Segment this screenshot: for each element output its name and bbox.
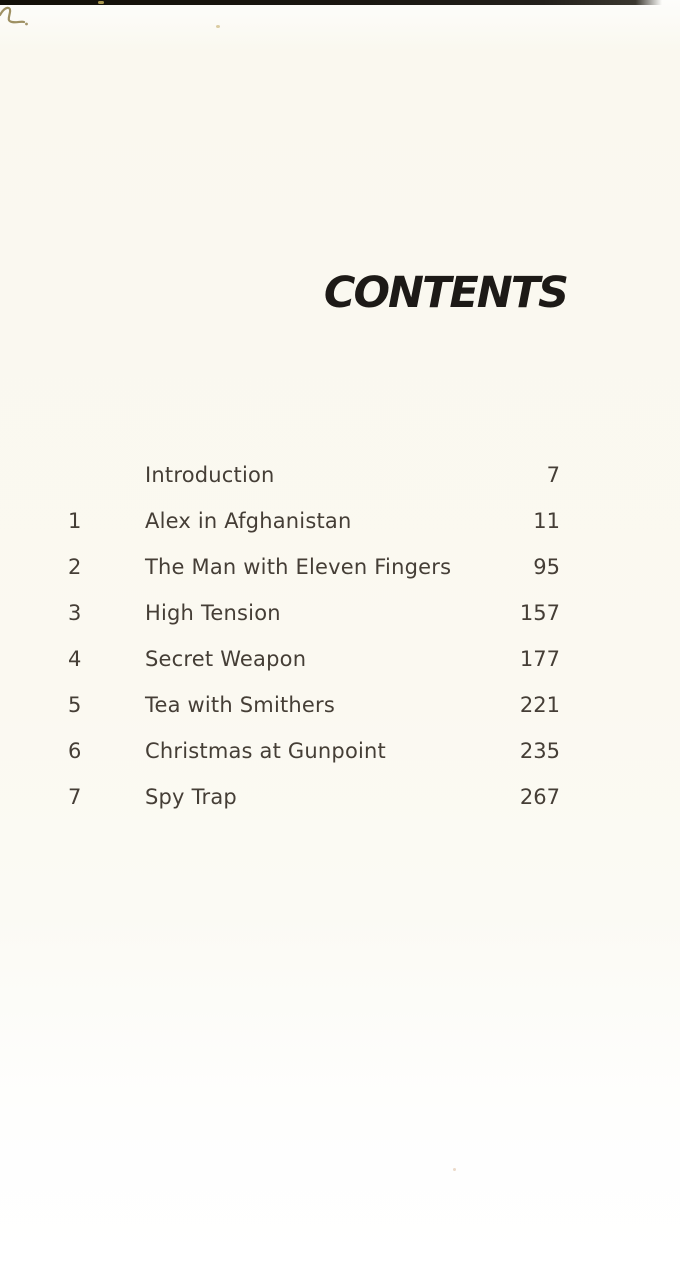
dust-speck [216, 25, 220, 28]
toc-row [68, 728, 560, 774]
toc-row [68, 774, 560, 820]
toc-row [68, 682, 560, 728]
chapter-number: 5 [68, 693, 82, 717]
chapter-page-number: 221 [519, 693, 560, 717]
chapter-number: 2 [68, 555, 82, 579]
chapter-title: Alex in Afghanistan [145, 509, 352, 533]
chapter-title: Spy Trap [145, 785, 237, 809]
toc-row [68, 498, 560, 544]
chapter-number: 3 [68, 601, 82, 625]
chapter-page-number: 7 [546, 463, 560, 487]
pen-scribble-icon [0, 3, 34, 33]
chapter-number: 7 [68, 785, 82, 809]
toc-row [68, 452, 560, 498]
chapter-page-number: 235 [519, 739, 560, 763]
chapter-page-number: 11 [533, 509, 560, 533]
chapter-number: 4 [68, 647, 82, 671]
chapter-page-number: 157 [519, 601, 560, 625]
dust-speck [453, 1168, 456, 1171]
chapter-page-number: 267 [519, 785, 560, 809]
chapter-number: 1 [68, 509, 82, 533]
chapter-page-number: 95 [533, 555, 560, 579]
toc-row [68, 590, 560, 636]
table-of-contents [68, 452, 560, 820]
page-title: CONTENTS [323, 268, 567, 318]
chapter-number: 6 [68, 739, 82, 763]
chapter-title: Tea with Smithers [145, 693, 336, 717]
chapter-page-number: 177 [519, 647, 560, 671]
scan-edge-speck [98, 1, 104, 4]
chapter-title: The Man with Eleven Fingers [145, 555, 452, 579]
toc-row [68, 636, 560, 682]
chapter-title: Introduction [145, 463, 275, 487]
chapter-title: Christmas at Gunpoint [145, 739, 386, 763]
chapter-title: Secret Weapon [145, 647, 307, 671]
toc-row [68, 544, 560, 590]
chapter-title: High Tension [145, 601, 281, 625]
